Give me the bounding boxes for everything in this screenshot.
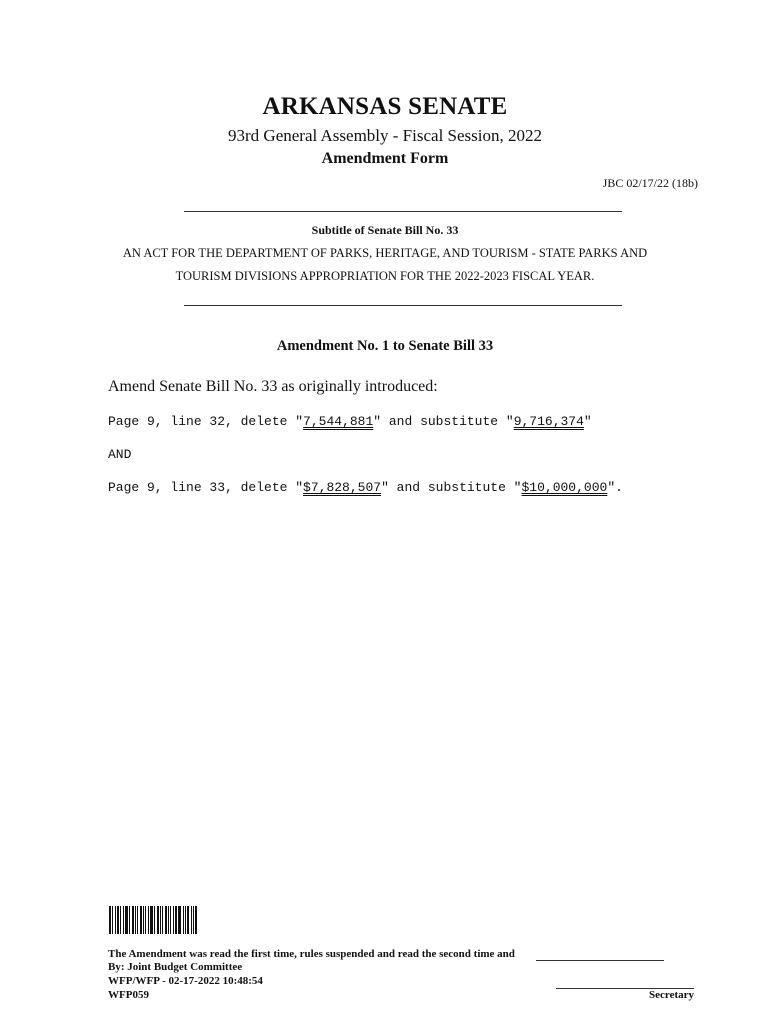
- barcode-bar: [143, 906, 144, 934]
- divider-top: [184, 211, 622, 212]
- line-1-suffix: ": [583, 414, 592, 429]
- barcode-bar: [129, 906, 130, 934]
- barcode-bar: [120, 906, 121, 934]
- barcode-bar: [160, 906, 161, 934]
- act-title-line-1: AN ACT FOR THE DEPARTMENT OF PARKS, HERITAGE, AND TOURISM - STATE PARKS AND: [122, 246, 648, 260]
- line-1-middle: " and substitute ": [373, 414, 514, 429]
- barcode-bar: [195, 906, 197, 934]
- barcode-bar: [175, 906, 177, 934]
- barcode-bar: [123, 906, 124, 934]
- barcode-bar: [178, 906, 181, 934]
- jbc-code: JBC 02/17/22 (18b): [602, 176, 698, 190]
- barcode-bar: [154, 906, 155, 934]
- barcode-bar: [140, 906, 142, 934]
- divider-bottom: [184, 305, 622, 306]
- barcode-bar: [162, 906, 163, 934]
- barcode-bar: [173, 906, 174, 934]
- barcode-bar: [125, 906, 128, 934]
- barcode-bar: [187, 906, 189, 934]
- line-1-new-value: 9,716,374: [513, 414, 584, 429]
- barcode-bar: [157, 906, 159, 934]
- barcode-bar: [112, 906, 113, 934]
- line-1-prefix: Page 9, line 32, delete ": [108, 414, 304, 429]
- read-statement: The Amendment was read the first time, rules suspended and read the second time and: [108, 948, 515, 960]
- barcode-bar: [117, 906, 119, 934]
- barcode-bar: [168, 906, 169, 934]
- barcode-bar: [115, 906, 116, 934]
- line-2-suffix: ".: [607, 480, 623, 495]
- barcode-bar: [137, 906, 138, 934]
- bill-subtitle-heading: Subtitle of Senate Bill No. 33: [311, 223, 459, 237]
- line-2-prefix: Page 9, line 33, delete ": [108, 480, 304, 495]
- page-title: ARKANSAS SENATE: [262, 93, 508, 120]
- signature-blank-1: [536, 960, 664, 961]
- line-2-new-value: $10,000,000: [521, 480, 608, 495]
- line-2-old-value: $7,828,507: [303, 480, 382, 495]
- document-code: WFP059: [108, 989, 149, 1001]
- amendment-line-2: [108, 480, 623, 495]
- line-1-old-value: 7,544,881: [303, 414, 374, 429]
- barcode-bar: [148, 906, 149, 934]
- amendment-intro: Amend Senate Bill No. 33 as originally introduced:: [108, 378, 438, 395]
- barcode-bar: [183, 906, 184, 934]
- barcode-image: [109, 906, 201, 934]
- timestamp-stamp: WFP/WFP - 02-17-2022 10:48:54: [108, 975, 263, 987]
- barcode-bar: [145, 906, 146, 934]
- session-subtitle: 93rd General Assembly - Fiscal Session, 2022: [228, 126, 542, 145]
- act-title-line-2: TOURISM DIVISIONS APPROPRIATION FOR THE 2022-2023 FISCAL YEAR.: [175, 269, 595, 283]
- barcode-bar: [193, 906, 194, 934]
- by-line: By: Joint Budget Committee: [108, 961, 243, 973]
- line-2-middle: " and substitute ": [381, 480, 522, 495]
- form-name: Amendment Form: [321, 150, 449, 167]
- barcode-bar: [132, 906, 134, 934]
- barcode-bar: [165, 906, 167, 934]
- barcode-bar: [150, 906, 153, 934]
- barcode-bar: [170, 906, 171, 934]
- amendment-line-1: [108, 414, 592, 429]
- barcode-bar: [185, 906, 186, 934]
- barcode-bar: [109, 906, 111, 934]
- barcode-bar: [135, 906, 136, 934]
- amendment-heading: Amendment No. 1 to Senate Bill 33: [276, 338, 494, 354]
- barcode-bar: [191, 906, 192, 934]
- secretary-label: Secretary: [649, 989, 694, 1001]
- and-connector: AND: [108, 447, 132, 462]
